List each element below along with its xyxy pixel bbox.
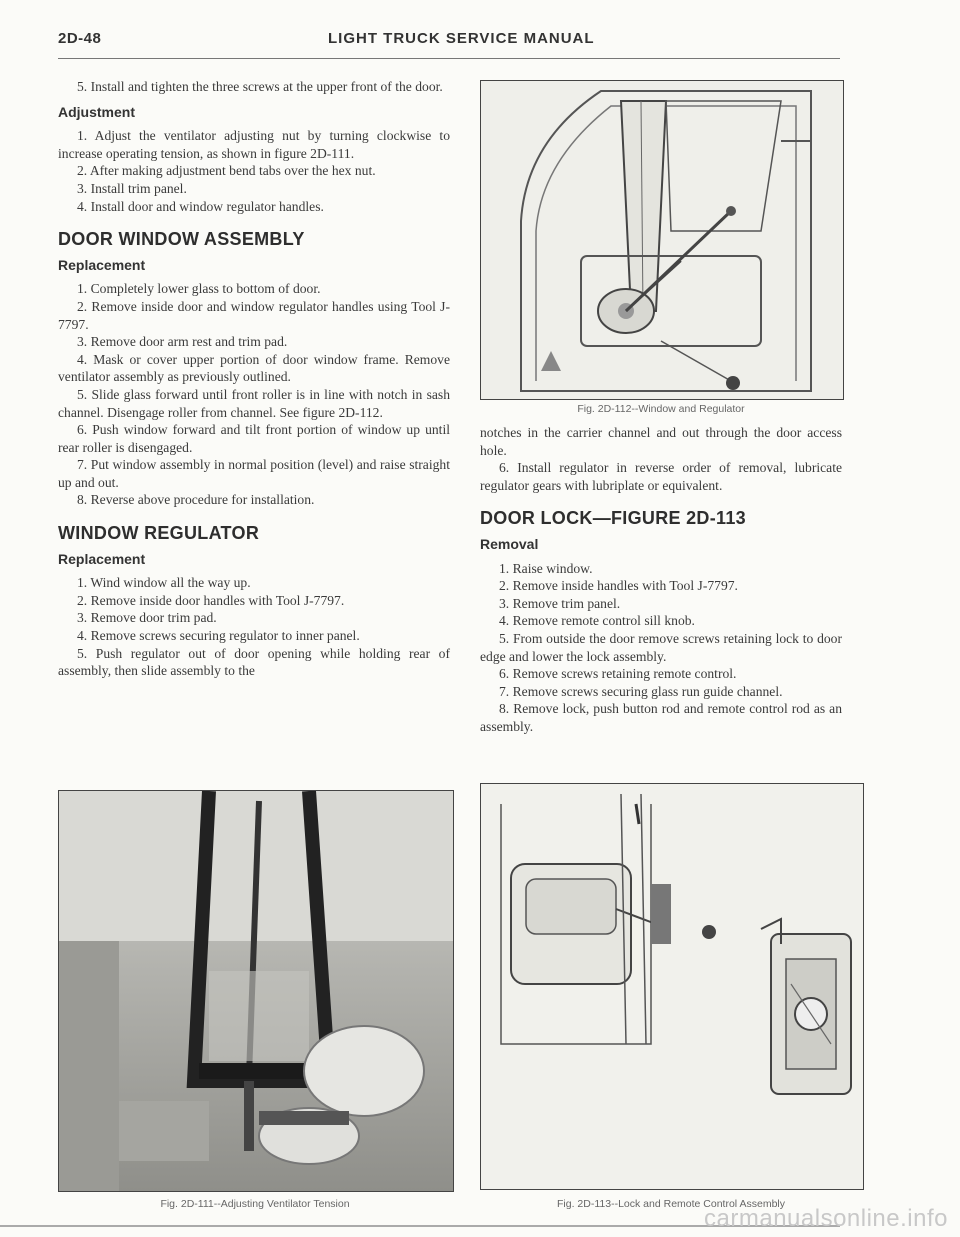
lock-remote-control-illustration	[481, 784, 863, 1189]
regulator-step: 4. Remove screws securing regulator to inner panel.	[77, 628, 360, 644]
figure-caption-2d-113: Fig. 2D-113--Lock and Remote Control Assembly	[557, 1198, 785, 1210]
right-column	[480, 424, 842, 736]
door-window-step: 8. Reverse above procedure for installation.	[77, 492, 315, 508]
page-number: 2D-48	[58, 30, 102, 47]
figure-caption-2d-112: Fig. 2D-112--Window and Regulator	[577, 403, 745, 415]
regulator-step: 3. Remove door trim pad.	[77, 610, 217, 626]
left-column	[58, 78, 450, 680]
door-lock-step: 7. Remove screws securing glass run guide channel.	[499, 683, 783, 699]
door-lock-step: 8. Remove lock, push button rod and remote control rod as an assembly.	[480, 701, 842, 734]
door-window-step: 2. Remove inside door and window regulator handles using Tool J-7797.	[58, 298, 450, 332]
adjustment-heading: Adjustment	[58, 103, 135, 120]
page-header	[58, 30, 838, 56]
door-window-step: 6. Push window forward and tilt front portion of window up until rear roller is disengaged.	[58, 422, 450, 455]
regulator-step: 2. Remove inside door handles with Tool J-7797.	[77, 592, 345, 608]
regulator-step: 5. Push regulator out of door opening while holding rear of assembly, then slide assembly to the	[58, 645, 450, 679]
door-lock-step: 5. From outside the door remove screws retaining lock to door edge and lower the lock assembly.	[480, 630, 842, 664]
figure-ventilator-photo	[58, 790, 454, 1192]
door-lock-subheading: Removal	[480, 535, 539, 552]
door-lock-step: 3. Remove trim panel.	[499, 595, 621, 611]
figure-window-regulator	[480, 80, 844, 400]
door-lock-heading: DOOR LOCK—FIGURE 2D-113	[480, 508, 746, 529]
door-window-step: 4. Mask or cover upper portion of door window frame. Remove ventilator assembly as previously outlined.	[58, 351, 450, 385]
intro-step: 5. Install and tighten the three screws at the upper front of the door.	[77, 79, 443, 94]
door-lock-step: 1. Raise window.	[499, 560, 593, 576]
adjustment-step: 3. Install trim panel.	[77, 180, 187, 196]
door-lock-step: 6. Remove screws retaining remote control.	[499, 666, 737, 682]
adjustment-step: 2. After making adjustment bend tabs over the hex nut.	[77, 163, 376, 179]
figure-lock-remote-control	[480, 783, 864, 1190]
door-window-subheading: Replacement	[58, 256, 146, 273]
door-lock-step: 4. Remove remote control sill knob.	[499, 613, 695, 629]
regulator-step: 1. Wind window all the way up.	[77, 575, 251, 591]
window-regulator-illustration	[481, 81, 843, 399]
header-rule	[58, 58, 840, 59]
ventilator-adjustment-photo	[59, 791, 453, 1191]
door-window-step: 3. Remove door arm rest and trim pad.	[77, 334, 288, 350]
door-window-heading: DOOR WINDOW ASSEMBLY	[58, 229, 305, 250]
manual-title: LIGHT TRUCK SERVICE MANUAL	[328, 30, 595, 47]
continuation-text: notches in the carrier channel and out through the door access hole.	[480, 425, 842, 458]
door-lock-step: 2. Remove inside handles with Tool J-7797.	[499, 578, 738, 594]
door-window-step: 7. Put window assembly in normal position (level) and raise straight up and out.	[58, 457, 450, 490]
door-window-step: 1. Completely lower glass to bottom of door.	[77, 281, 321, 297]
window-regulator-heading: WINDOW REGULATOR	[58, 523, 260, 544]
door-window-step: 5. Slide glass forward until front roller is in line with notch in sash channel. Disengage roller from channel. See figure 2D-112.	[58, 386, 450, 420]
figure-caption-2d-111: Fig. 2D-111--Adjusting Ventilator Tension	[160, 1198, 350, 1210]
adjustment-step: 4. Install door and window regulator handles.	[77, 198, 324, 214]
watermark: carmanualsonline.info	[704, 1205, 948, 1232]
window-regulator-subheading: Replacement	[58, 550, 146, 567]
install-step: 6. Install regulator in reverse order of removal, lubricate regulator gears with lubriplate or equivalent.	[480, 460, 842, 493]
adjustment-step: 1. Adjust the ventilator adjusting nut by turning clockwise to increase operating tension, as shown in figure 2D-111.	[58, 128, 450, 161]
